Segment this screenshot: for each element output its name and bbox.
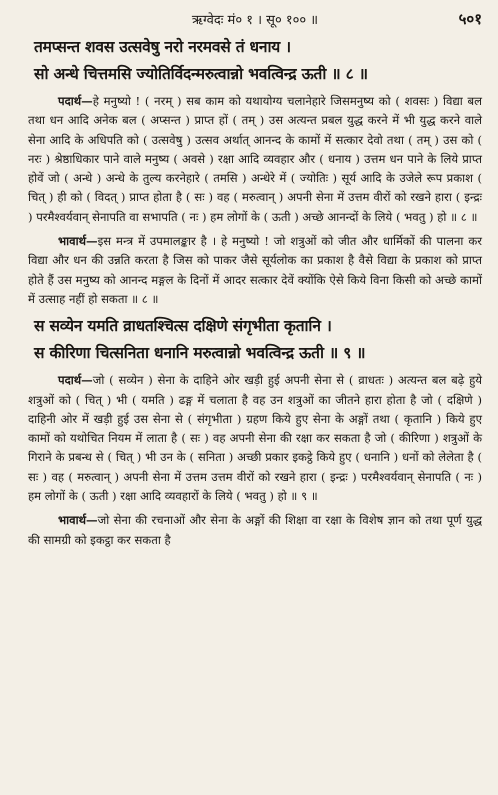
verse-8-line-1: तमप्सन्त शवस उत्सवेषु नरो नरमवसे तं धनाय । (34, 37, 291, 56)
bhavarth-9 (28, 511, 482, 550)
padarth-9-lead: पदार्थ— (58, 373, 93, 388)
bhavarth-8-text: इस मन्त्र में उपमालङ्कार है । हे मनुष्यो ! जो शत्रुओं को जीत और धार्मिकों की पालना कर विद्या और धन की उन्नति करता है जिस को पाकर जैसे सूर्यलोक का प्रकाश है वैसे विद्या के प्रकाश को प्राप्त होते हैं उस मनुष्य को आनन्द मङ्गल के दिनों में आदर सत्कार देवें क्योंकि ऐसे किये विना किसी को अच्छे कामों में उत्साह नहीं हो सकता ॥ ८ ॥ (28, 234, 482, 306)
padarth-9 (28, 371, 482, 506)
padarth-8 (28, 92, 482, 227)
padarth-8-lead: पदार्थ— (58, 94, 93, 108)
page-header (28, 8, 482, 30)
verse-9-line-1: स सव्येन यमति व्राधतश्चित्स दक्षिणे संगृभीता कृतानि । (34, 316, 332, 336)
padarth-8-text: हे मनुष्यो ! ( नरम् ) सब काम को यथायोग्य चलानेहारे जिसमनुष्य को ( शवसः ) विद्या बल तथा धन आदि अनेक बल ( अप्सन्त ) प्राप्त हों ( तम् ) उस अत्यन्त प्रबल युद्ध करने में भी युद्ध करने वाले सेना आदि के अधिपति को ( उत्सवेषु ) उत्सव अर्थात् आनन्द के कामों में सत्कार देवो तथा ( तम् ) उस को ( नरः ) श्रेष्ठाधिकार पाने वाले मनुष्य ( अवसे ) रक्षा आदि व्यवहार और ( धनाय ) उत्तम धन पाने के लिये प्राप्त होवें जो ( अन्धे ) अन्धे के तुल्य करनेहारे ( तमसि ) अन्धेरे में ( ज्योतिः ) सूर्य आदि के उजेले रूप प्रकाश ( चित् ) ही को ( विदत् ) प्राप्त होता है ( सः ) वह ( मरुत्वान् ) अपनी सेना में उत्तम वीरों को रखने हारा ( इन्द्रः ) परमैश्वर्यवान् सेनापति वा सभापति ( नः ) हम लोगों के ( ऊती ) अच्छे आनन्दों के लिये ( भवतु ) हो ॥ ८ ॥ (28, 94, 482, 224)
bhavarth-9-text: जो सेना की रचनाओं और सेना के अङ्गों की शिक्षा वा रक्षा के विशेष ज्ञान को तथा पूर्ण युद्ध की सामग्री को इकट्ठा कर सकता है (28, 513, 482, 547)
verse-9 (28, 312, 482, 366)
bhavarth-8 (28, 232, 482, 309)
verse-9-line-2: स कीरिणा चित्सनिता धनानि मरुत्वान्नो भवत्विन्द्र ऊती ॥ ९ ॥ (34, 343, 366, 363)
verse-8 (28, 33, 482, 87)
running-title: ऋग्वेदः मं० १ । सू० १०० ॥ (191, 13, 319, 28)
verse-8-line-2: सो अन्धे चित्तमसि ज्योतिर्विदन्मरुत्वान्नो भवत्विन्द्र ऊती ॥ ८ ॥ (34, 64, 368, 83)
bhavarth-8-lead: भावार्थ— (58, 234, 98, 249)
bhavarth-9-lead: भावार्थ— (58, 513, 98, 528)
page-number: ५०१ (458, 10, 482, 28)
padarth-9-text: जो ( सव्येन ) सेना के दाहिने ओर खड़ी हुई अपनी सेना से ( व्राधतः ) अत्यन्त बल बढ़े हुये शत्रुओं को ( चित् ) भी ( यमति ) ढङ्ग में चलाता है वह उन शत्रुओं का जीतने हारा होता है जो ( दक्षिणे ) दाहिनी ओर में खड़ी हुई उस सेना से ( संगृभीता ) ग्रहण किये हुए सेना के अङ्गों तथा ( कृतानि ) किये हुए कामों को यथोचित नियम में लाता है ( सः ) वह अपनी सेना की रक्षा कर सकता है जो ( कीरिणा ) शत्रुओं के गिराने के प्रबन्ध से ( चित् ) भी उन के ( सनिता ) अच्छी प्रकार इकट्ठे किये हुए ( धनानि ) धनों को लेलेता है ( सः ) वह ( मरुत्वान् ) अपनी सेना में उत्तम उत्तम वीरों को रखने हारा ( इन्द्रः ) परमैश्वर्यवान् सेनापति ( नः ) हम लोगों के ( ऊती ) रक्षा आदि व्यवहारों के लिये ( भवतु ) हो ॥ ९ ॥ (28, 373, 482, 504)
